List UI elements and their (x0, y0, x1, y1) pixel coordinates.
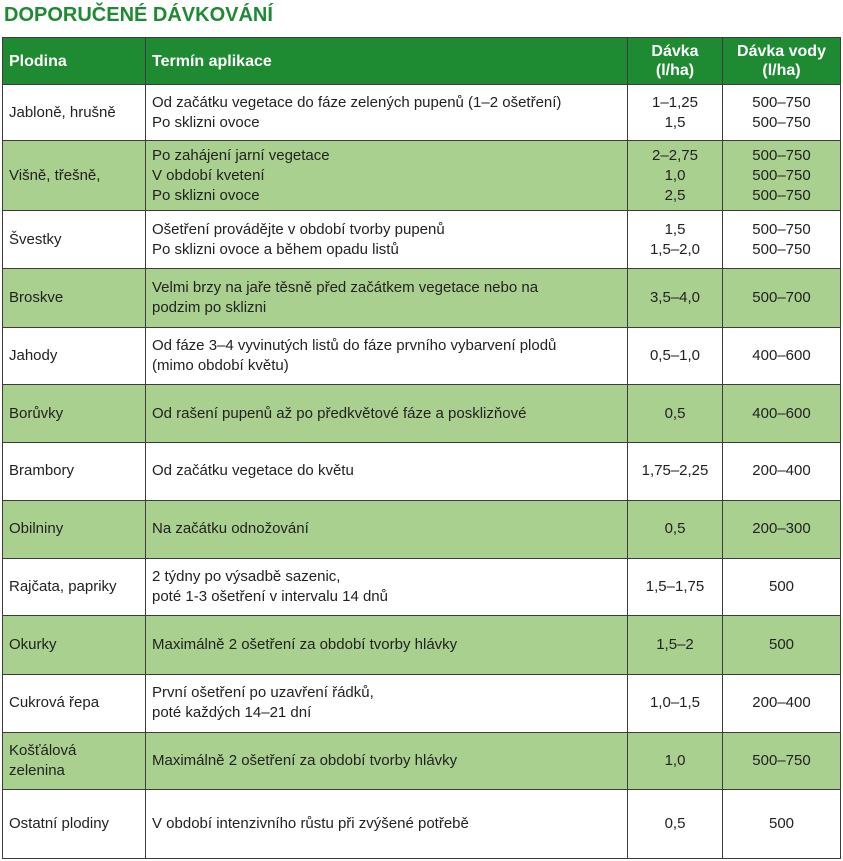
cell-crop-line: Jahody (9, 347, 58, 365)
table-row (3, 442, 841, 500)
cell-dose-line: 1–1,25 (652, 93, 698, 111)
table-row (3, 210, 841, 268)
header-dose-line: Dávka (651, 43, 699, 60)
table-row (3, 558, 841, 615)
cell-term (146, 558, 628, 615)
cell-water (723, 269, 841, 327)
cell-crop-line: Jabloně, hrušně (9, 103, 116, 121)
cell-water-line: 500 (768, 635, 795, 653)
cell-water-line: 500–750 (752, 166, 811, 184)
cell-term (146, 501, 628, 558)
cell-term (146, 674, 628, 732)
cell-water-line: 200–300 (752, 520, 811, 538)
cell-term-line: První ošetření po uzavření řádků, (152, 684, 374, 702)
cell-dose (628, 327, 723, 384)
cell-term (146, 616, 628, 674)
cell-dose-line: 2,5 (664, 186, 686, 204)
cell-term (146, 210, 628, 268)
cell-water (723, 442, 841, 500)
cell-dose-line: 3,5–4,0 (649, 289, 701, 307)
cell-dose (628, 674, 723, 732)
cell-dose (628, 85, 723, 141)
cell-term-line: Po sklizni ovoce (152, 186, 260, 204)
cell-water-line: 200–400 (752, 694, 811, 712)
cell-water (723, 501, 841, 558)
cell-water (723, 790, 841, 859)
cell-crop (3, 385, 146, 442)
cell-water (723, 85, 841, 141)
cell-crop-line: Borůvky (9, 404, 64, 422)
cell-crop-line: Rajčata, papriky (9, 577, 117, 595)
cell-water (723, 385, 841, 442)
cell-crop-line: zelenina (9, 762, 65, 780)
cell-dose-line: 1,5–2 (656, 635, 694, 653)
cell-term (146, 141, 628, 211)
cell-water (723, 616, 841, 674)
cell-term (146, 385, 628, 442)
cell-crop-line: Okurky (9, 635, 57, 653)
cell-term-line: Po zahájení jarní vegetace (152, 146, 330, 164)
cell-term-line: Na začátku odnožování (152, 520, 309, 538)
cell-water-line: 500–750 (752, 220, 811, 238)
cell-water-line: 200–400 (752, 462, 811, 480)
table-row (3, 385, 841, 442)
cell-dose-line: 1,5–2,0 (649, 240, 701, 258)
cell-crop (3, 501, 146, 558)
cell-term-line: Velmi brzy na jaře těsně před začátkem vegetace nebo na (152, 279, 539, 297)
cell-term-line: V období intenzivního růstu při zvýšené potřebě (152, 815, 469, 833)
header-crop: Plodina (3, 38, 146, 85)
cell-term (146, 732, 628, 789)
cell-dose-line: 1,0–1,5 (649, 694, 701, 712)
cell-dose-line: 1,0 (664, 752, 686, 770)
cell-term-line: Po sklizni ovoce (152, 113, 260, 131)
cell-water (723, 210, 841, 268)
cell-dose (628, 442, 723, 500)
cell-water-line: 500–750 (752, 186, 811, 204)
cell-water-line: 500–700 (752, 289, 811, 307)
cell-water-line: 500 (768, 815, 795, 833)
cell-dose-line: 1,5 (664, 113, 686, 131)
cell-crop-line: Obilniny (9, 520, 64, 538)
cell-dose (628, 790, 723, 859)
cell-term-line: Od fáze 3–4 vyvinutých listů do fáze prvního vybarvení plodů (152, 337, 557, 355)
cell-crop (3, 85, 146, 141)
cell-term-line: podzim po sklizni (152, 299, 267, 317)
cell-crop (3, 616, 146, 674)
cell-term (146, 327, 628, 384)
cell-crop (3, 269, 146, 327)
cell-crop-line: Broskve (9, 289, 64, 307)
cell-water (723, 558, 841, 615)
cell-crop (3, 442, 146, 500)
cell-crop (3, 141, 146, 211)
cell-water (723, 674, 841, 732)
cell-water (723, 732, 841, 789)
cell-dose-line: 0,5 (664, 520, 686, 538)
cell-dose-line: 1,0 (664, 166, 686, 184)
cell-dose (628, 501, 723, 558)
cell-term-line: poté každých 14–21 dní (152, 704, 312, 722)
table-row (3, 501, 841, 558)
header-water (723, 38, 841, 85)
cell-dose (628, 210, 723, 268)
cell-dose-line: 1,5 (664, 220, 686, 238)
cell-water (723, 327, 841, 384)
cell-dose (628, 732, 723, 789)
cell-dose-line: 1,5–1,75 (645, 577, 705, 595)
cell-water-line: 500–750 (752, 113, 811, 131)
cell-water (723, 141, 841, 211)
cell-crop (3, 210, 146, 268)
cell-dose-line: 0,5–1,0 (649, 347, 701, 365)
cell-term (146, 442, 628, 500)
cell-crop-line: Višně, třešně, (9, 166, 101, 184)
cell-crop-line: Cukrová řepa (9, 694, 100, 712)
cell-crop-line: Brambory (9, 462, 75, 480)
header-dose-unit: (l/ha) (655, 62, 695, 79)
table-row (3, 141, 841, 211)
table-row (3, 616, 841, 674)
dosage-table (2, 37, 841, 859)
table-row (3, 732, 841, 789)
cell-water-line: 500–750 (752, 240, 811, 258)
header-water-unit: (l/ha) (762, 62, 801, 79)
cell-dose (628, 558, 723, 615)
cell-dose (628, 141, 723, 211)
cell-term-line: Od začátku vegetace do fáze zelených pupenů (1–2 ošetření) (152, 93, 562, 111)
header-term: Termín aplikace (146, 38, 628, 85)
cell-water-line: 500 (768, 577, 795, 595)
cell-term-line: V období kvetení (152, 166, 265, 184)
cell-term-line: Ošetření provádějte v období tvorby pupenů (152, 220, 445, 238)
cell-dose-line: 0,5 (664, 815, 686, 833)
cell-dose-line: 0,5 (664, 404, 686, 422)
cell-term-line: poté 1-3 ošetření v intervalu 14 dnů (152, 587, 388, 605)
cell-dose (628, 385, 723, 442)
table-row (3, 85, 841, 141)
cell-term-line: Po sklizni ovoce a během opadu listů (152, 240, 399, 258)
cell-dose-line: 1,75–2,25 (641, 462, 709, 480)
cell-term-line: Od začátku vegetace do květu (152, 462, 354, 480)
table-row (3, 674, 841, 732)
cell-term (146, 790, 628, 859)
cell-term-line: Maximálně 2 ošetření za období tvorby hlávky (152, 752, 458, 770)
cell-water-line: 400–600 (752, 347, 811, 365)
cell-crop (3, 790, 146, 859)
cell-crop (3, 327, 146, 384)
page-title: DOPORUČENÉ DÁVKOVÁNÍ (4, 4, 273, 26)
cell-crop (3, 558, 146, 615)
cell-term-line: Od rašení pupenů až po předkvětové fáze a posklizňové (152, 404, 527, 422)
header-water-line: Dávka vody (737, 43, 826, 60)
cell-dose (628, 616, 723, 674)
cell-crop (3, 674, 146, 732)
cell-term-line: 2 týdny po výsadbě sazenic, (152, 567, 341, 585)
cell-water-line: 500–750 (752, 752, 811, 770)
cell-crop (3, 732, 146, 789)
table-row (3, 327, 841, 384)
cell-term-line: (mimo období květu) (152, 357, 289, 375)
cell-crop-line: Švestky (9, 230, 62, 248)
cell-term-line: Maximálně 2 ošetření za období tvorby hlávky (152, 635, 458, 653)
header-dose (628, 38, 723, 85)
cell-crop-line: Košťálová (9, 742, 77, 760)
table-header-row (3, 38, 841, 85)
cell-term (146, 269, 628, 327)
cell-water-line: 500–750 (752, 93, 811, 111)
cell-water-line: 500–750 (752, 146, 811, 164)
cell-dose-line: 2–2,75 (652, 146, 698, 164)
cell-term (146, 85, 628, 141)
cell-crop-line: Ostatní plodiny (9, 815, 110, 833)
cell-dose (628, 269, 723, 327)
table-row (3, 269, 841, 327)
cell-water-line: 400–600 (752, 404, 811, 422)
table-row (3, 790, 841, 859)
